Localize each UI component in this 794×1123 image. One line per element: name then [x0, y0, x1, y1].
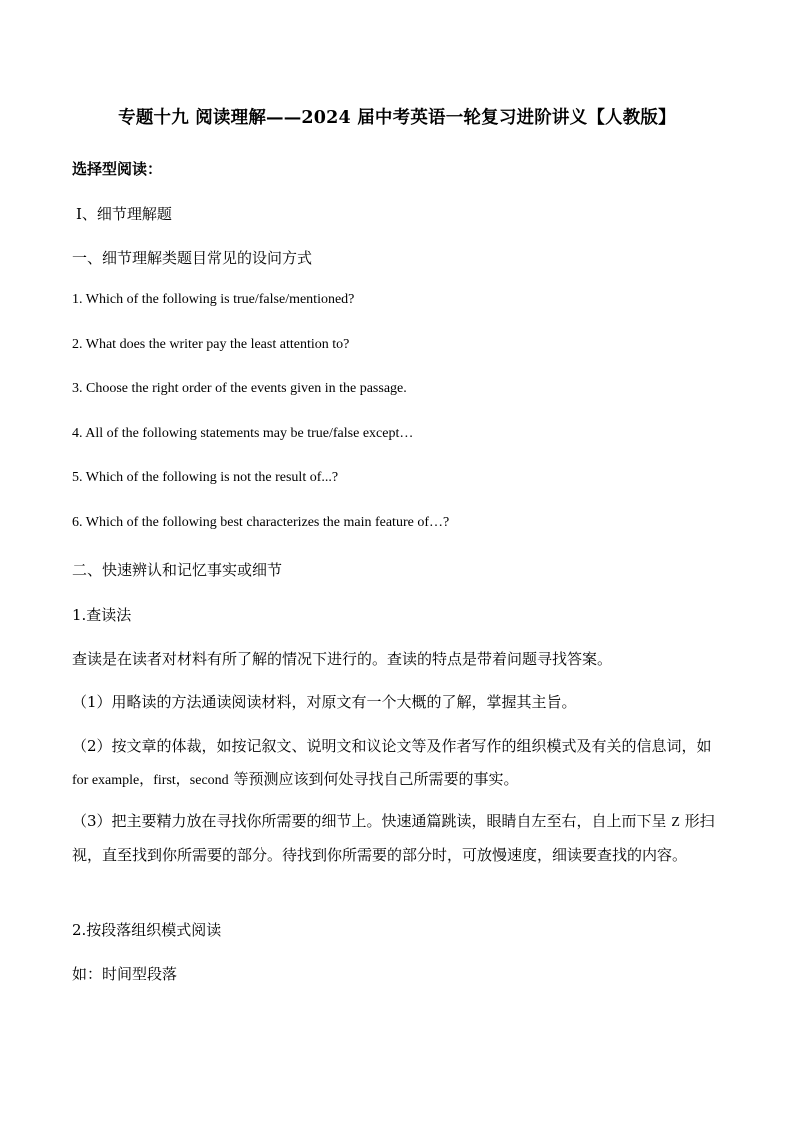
step-3-text-a: （3）把主要精力放在寻找你所需要的细节上。快速通篇跳读，眼睛自左至右，自上而下呈 [72, 812, 672, 830]
method-paragraph-pattern: 2.按段落组织模式阅读 [72, 921, 222, 939]
question-item-2: 2. What does the writer pay the least attention to? [72, 337, 350, 352]
step-2-keywords: for example，first，second [72, 773, 229, 788]
heading-question-types: 一、细节理解类题目常见的设问方式 [72, 249, 313, 267]
method-scan-intro: 查读是在读者对材料有所了解的情况下进行的。查读的特点是带着问题寻找答案。 [72, 650, 613, 668]
step-3-letter: Z [671, 815, 680, 830]
document-title: 专题十九 阅读理解——2024 届中考英语一轮复习进阶讲义【人教版】 [118, 108, 676, 128]
step-3 [72, 805, 722, 872]
question-item-4: 4. All of the following statements may be true/false except… [72, 426, 414, 441]
step-3-text-b: 形扫视，直至找到你所需要的部分。待找到你所需要的部分时，可放慢速度，细读要查找的内容。 [72, 812, 715, 864]
section-heading: 选择型阅读： [72, 160, 163, 178]
example-label: 如：时间型段落 [72, 965, 178, 983]
question-item-1: 1. Which of the following is true/false/mentioned? [72, 292, 355, 307]
heading-fast-identify: 二、快速辨认和记忆事实或细节 [72, 561, 283, 579]
question-item-3: 3. Choose the right order of the events given in the passage. [72, 381, 407, 396]
question-item-6: 6. Which of the following best characterizes the main feature of…? [72, 515, 450, 530]
method-scan-reading: 1.查读法 [72, 606, 132, 624]
step-2-text-b: 等预测应该到何处寻找自己所需要的事实。 [228, 770, 519, 788]
question-item-5: 5. Which of the following is not the result of...? [72, 470, 339, 485]
step-1: （1）用略读的方法通读阅读材料，对原文有一个大概的了解，掌握其主旨。 [72, 693, 577, 711]
part-one-heading: Ⅰ、细节理解题 [76, 205, 172, 223]
step-2 [72, 730, 722, 797]
step-2-text-a: （2）按文章的体裁，如按记叙文、说明文和议论文等及作者写作的组织模式及有关的信息词，如 [72, 737, 712, 755]
